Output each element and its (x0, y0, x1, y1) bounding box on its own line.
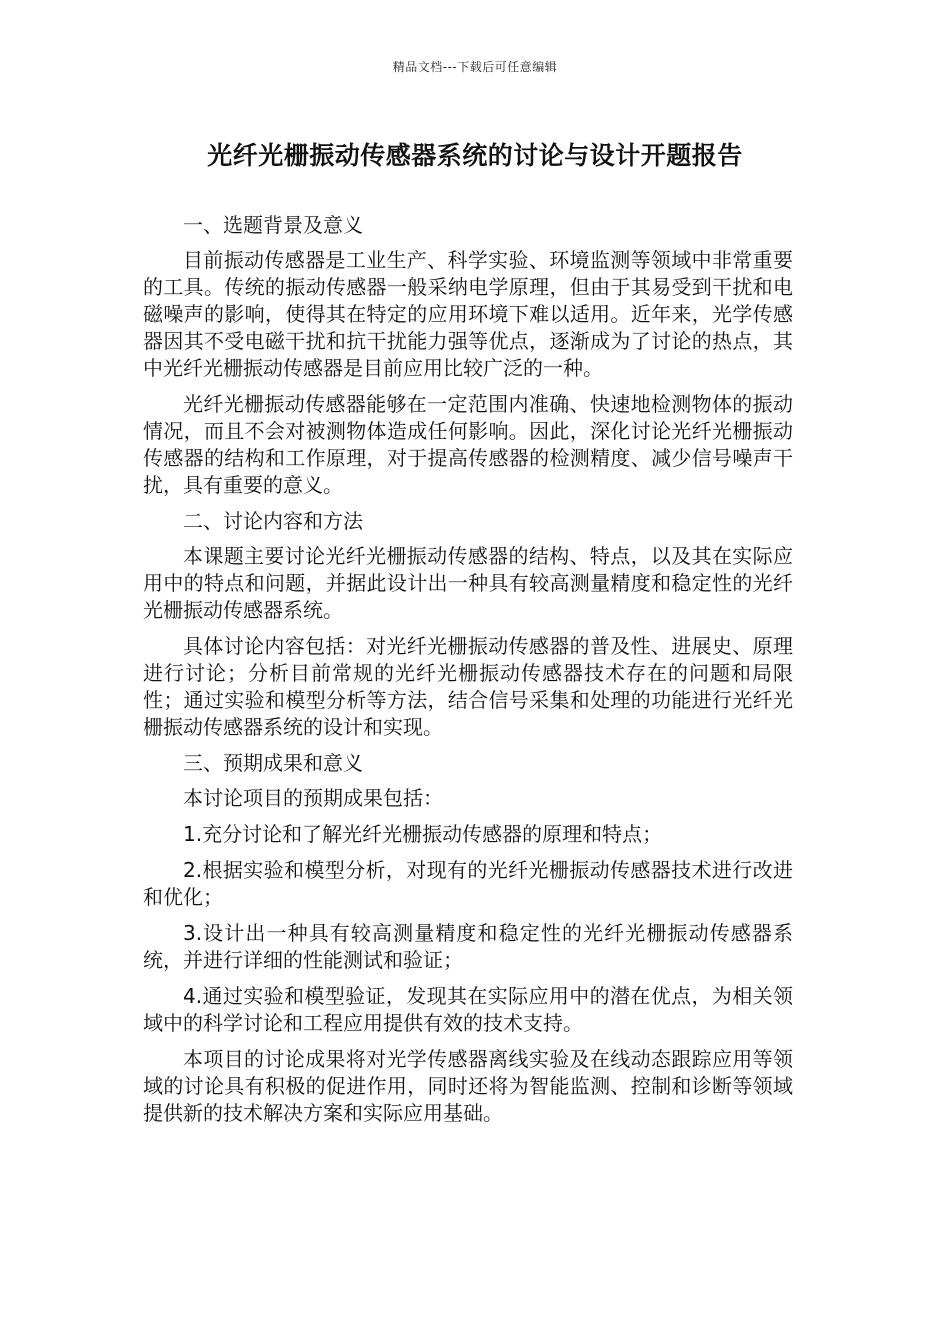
list-item: 2.根据实验和模型分析，对现有的光纤光栅振动传感器技术进行改进和优化； (143, 858, 793, 909)
list-item: 1.充分讨论和了解光纤光栅振动传感器的原理和特点； (183, 822, 663, 846)
section-heading-background: 一、选题背景及意义 (183, 213, 363, 237)
paragraph: 目前振动传感器是工业生产、科学实验、环境监测等领域中非常重要的工具。传统的振动传感器一般采纳电学原理，但由于其易受到干扰和电磁噪声的影响，使得其在特定的应用环境下难以适用。近年来，光学传感器因其不受电磁干扰和抗干扰能力强等优点，逐渐成为了讨论的热点，其中光纤光栅振动传感器是目前应用比较广泛的一种。 (143, 248, 793, 380)
paragraph: 具体讨论内容包括：对光纤光栅振动传感器的普及性、进展史、原理进行讨论；分析目前常规的光纤光栅振动传感器技术存在的问题和局限性；通过实验和模型分析等方法，结合信号采集和处理的功能进行光纤光栅振动传感器系统的设计和实现。 (143, 634, 793, 739)
section-heading-content-method: 二、讨论内容和方法 (183, 509, 363, 533)
paragraph: 本项目的讨论成果将对光学传感器离线实验及在线动态跟踪应用等领域的讨论具有积极的促进作用，同时还将为智能监测、控制和诊断等领域提供新的技术解决方案和实际应用基础。 (143, 1047, 793, 1125)
list-item: 3.设计出一种具有较高测量精度和稳定性的光纤光栅振动传感器系统，并进行详细的性能测试和验证； (143, 921, 793, 972)
section-heading-expected-results: 三、预期成果和意义 (183, 751, 363, 775)
paragraph: 本课题主要讨论光纤光栅振动传感器的结构、特点，以及其在实际应用中的特点和问题，并据此设计出一种具有较高测量精度和稳定性的光纤光栅振动传感器系统。 (143, 544, 793, 622)
document-title: 光纤光栅振动传感器系统的讨论与设计开题报告 (207, 141, 743, 170)
paragraph: 本讨论项目的预期成果包括： (183, 786, 443, 810)
header-note: 精品文档---下载后可任意编辑 (392, 60, 558, 74)
document-body (143, 212, 793, 1136)
paragraph: 光纤光栅振动传感器能够在一定范围内准确、快速地检测物体的振动情况，而且不会对被测物体造成任何影响。因此，深化讨论光纤光栅振动传感器的结构和工作原理，对于提高传感器的检测精度、减少信号噪声干扰，具有重要的意义。 (143, 392, 793, 497)
list-item: 4.通过实验和模型验证，发现其在实际应用中的潜在优点，为相关领域中的科学讨论和工程应用提供有效的技术支持。 (143, 984, 793, 1035)
